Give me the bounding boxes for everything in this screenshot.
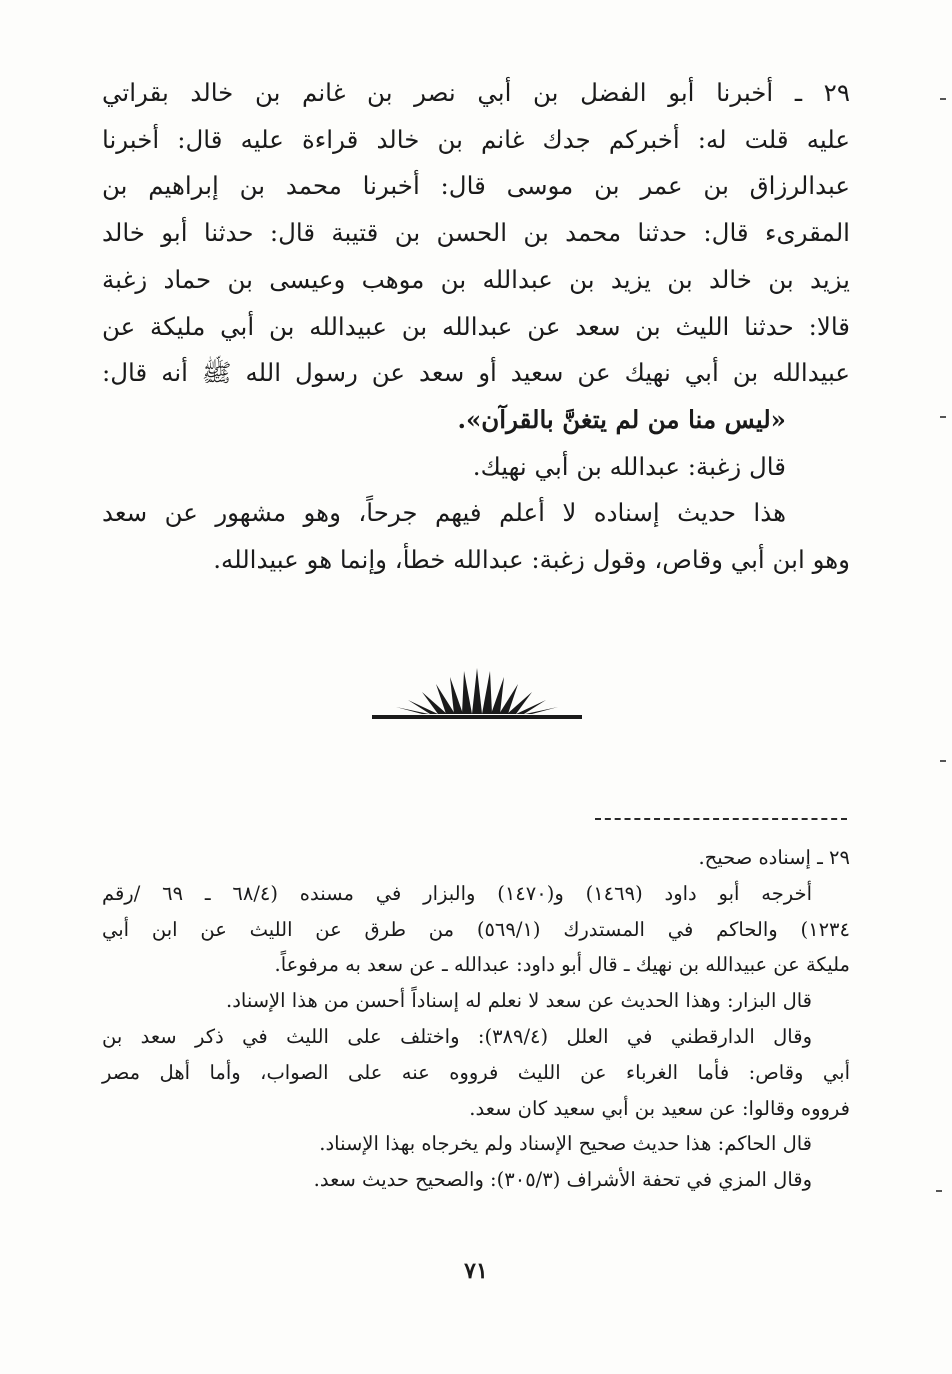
- footnotes: [102, 840, 850, 1198]
- main-line: المقرىء قال: حدثنا محمد بن الحسن بن قتيبة قال: حدثنا أبو خالد: [102, 218, 850, 248]
- main-line: يزيد بن خالد بن يزيد بن عبدالله بن موهب وعيسى بن حماد زغبة: [102, 264, 850, 294]
- footnote-line: ١٢٣٤) والحاكم في المستدرك (٥٦٩/١) من طرق عن الليث عن ابن أبي: [102, 917, 850, 941]
- margin-mark: [936, 1190, 942, 1192]
- footnote-line: وقال الدارقطني في العلل (٣٨٩/٤): واختلف على الليث في ذكر سعد بن: [102, 1024, 812, 1048]
- margin-mark: [940, 416, 946, 418]
- main-line: ٢٩ ـ أخبرنا أبو الفضل بن أبي نصر بن غانم بن خالد بقراتي: [102, 78, 850, 107]
- footnote-line: مليكة عن عبيدالله بن نهيك ـ قال أبو داود: عبدالله ـ عن سعد به مرفوعاً.: [274, 953, 850, 977]
- main-text: [102, 70, 850, 584]
- footnote-line: أخرجه أبو داود (١٤٦٩) و(١٤٧٠) والبزار في مسنده (٦٨/٤ ـ ٦٩ /رقم: [102, 881, 812, 905]
- hadith-text: «ليس منا من لم يتغنَّ بالقرآن».: [457, 404, 786, 434]
- footnote-separator: [595, 818, 847, 820]
- main-line: عبدالرزاق بن عمر بن موسى قال: أخبرنا محمد بن إبراهيم بن: [102, 171, 850, 201]
- margin-mark: [940, 760, 946, 762]
- footnote-line: فرووه وقالوا: عن سعيد بن أبي سعيد كان سعد.: [469, 1096, 850, 1120]
- footnote-line: قال البزار: وهذا الحديث عن سعد لا نعلم له إسناداً أحسن من هذا الإسناد.: [226, 989, 812, 1013]
- page-number: ٧١: [464, 1258, 488, 1284]
- main-line: قالا: حدثنا الليث بن سعد عن عبدالله بن عبيدالله بن أبي مليكة عن: [102, 311, 850, 341]
- footnote-line: وقال المزي في تحفة الأشراف (٣٠٥/٣): والصحيح حديث سعد.: [313, 1168, 812, 1192]
- comment-line: هذا حديث إسناده لا أعلم فيهم جرحاً، وهو مشهور عن سعد: [102, 498, 786, 528]
- margin-mark: [940, 98, 946, 100]
- footnote-line: أبي وقاص: فأما الغرباء عن الليث فرووه عنه على الصواب، وأما أهل مصر: [102, 1060, 850, 1084]
- sunburst-ornament-icon: [372, 662, 582, 722]
- comment-line: وهو ابن أبي وقاص، وقول زغبة: عبدالله خطأ، وإنما هو عبيدالله.: [213, 545, 850, 575]
- footnote-heading: ٢٩ ـ إسناده صحيح.: [698, 846, 850, 869]
- main-line: عليه قلت له: أخبركم جدك غانم بن خالد قراءة عليه قال: أخبرنا: [102, 124, 850, 154]
- footnote-line: قال الحاكم: هذا حديث صحيح الإسناد ولم يخرجاه بهذا الإسناد.: [319, 1132, 812, 1156]
- zughba-note: قال زغبة: عبدالله بن أبي نهيك.: [472, 451, 786, 481]
- main-line: عبيدالله بن أبي نهيك عن سعيد أو سعد عن رسول الله ﷺ أنه قال:: [102, 358, 850, 388]
